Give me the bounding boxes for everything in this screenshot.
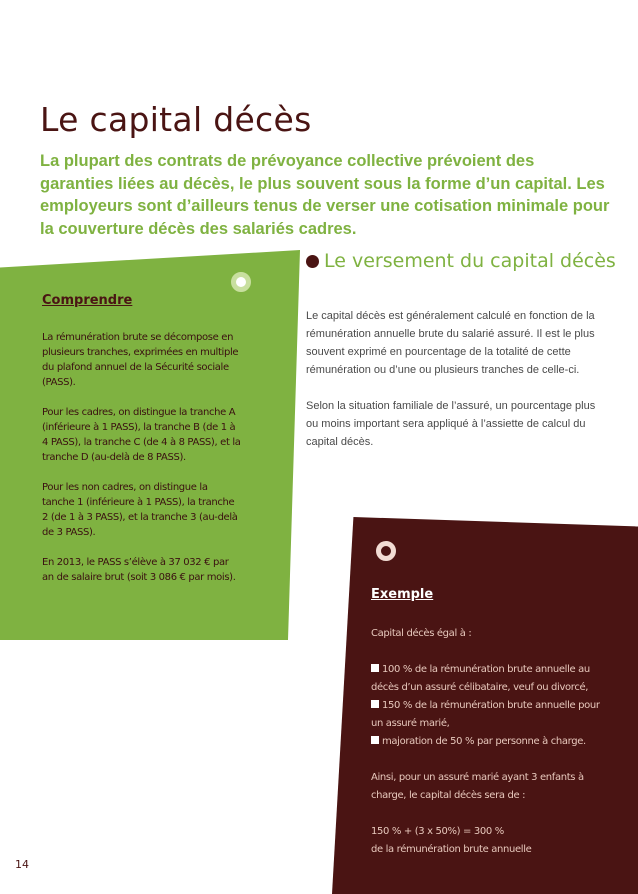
list-item: 150 % de la rémunération brute annuelle pour un assuré marié, <box>371 700 600 729</box>
exemple-intro: Capital décès égal à : <box>371 628 472 639</box>
versement-title: Le versement du capital décès <box>324 250 616 272</box>
versement-heading <box>306 250 616 272</box>
exemple-formula-note: de la rémunération brute annuelle <box>371 844 532 855</box>
intro-text: La plupart des contrats de prévoyance collective prévoient des garanties liées au décès, le plus souvent sous la forme d’un capital. Les employeurs sont d’ailleurs tenus de verser une cotisation minimale pour la couverture décès des salariés cadres. <box>40 152 610 238</box>
page-number: 14 <box>15 858 29 871</box>
comprendre-paragraph: En 2013, le PASS s’élève à 37 032 € par an de salaire brut (soit 3 086 € par mois). <box>42 557 236 583</box>
comprendre-paragraph: Pour les non cadres, on distingue la tanche 1 (inférieure à 1 PASS), la tranche 2 (de 1 à 3 PASS), et la tranche 3 (au-delà de 3 PASS). <box>42 482 238 538</box>
versement-text <box>306 307 604 469</box>
square-bullet-icon <box>371 700 379 708</box>
exemple-formula: 150 % + (3 x 50%) = 300 % <box>371 826 504 837</box>
square-bullet-icon <box>371 736 379 744</box>
comprendre-paragraph: La rémunération brute se décompose en plusieurs tranches, exprimées en multiple du plafond annuel de la Sécurité sociale (PASS). <box>42 332 239 388</box>
exemple-text <box>371 625 601 859</box>
comprendre-paragraph: Pour les cadres, on distingue la tranche A (inférieure à 1 PASS), la tranche B (de 1 à 4 PASS), la tranche C (de 4 à 8 PASS), et la tranche D (au-delà de 8 PASS). <box>42 407 241 463</box>
versement-paragraph: Le capital décès est généralement calculé en fonction de la rémunération annuelle brute du salarié assuré. Il est le plus souvent exprimé en pourcentage de la totalité de cette rémunération ou d’une ou plusieurs tranches de celle-ci. <box>306 310 595 376</box>
exemple-list <box>371 661 601 751</box>
list-item: majoration de 50 % par personne à charge. <box>371 733 601 751</box>
circle-bullet-icon <box>376 541 396 561</box>
round-bullet-icon <box>306 255 319 268</box>
list-item: 100 % de la rémunération brute annuelle au décès d’un assuré célibataire, veuf ou divorcé, <box>371 664 590 693</box>
square-bullet-icon <box>371 664 379 672</box>
comprendre-text <box>42 330 242 600</box>
page-title: Le capital décès <box>40 100 312 139</box>
versement-paragraph: Selon la situation familiale de l’assuré, un pourcentage plus ou moins important sera appliqué à l’assiette de calcul du capital décès. <box>306 400 596 448</box>
comprendre-title: Comprendre <box>42 293 133 308</box>
circle-bullet-icon <box>231 272 251 292</box>
exemple-case: Ainsi, pour un assuré marié ayant 3 enfants à charge, le capital décès sera de : <box>371 772 584 801</box>
exemple-title: Exemple <box>371 587 434 602</box>
